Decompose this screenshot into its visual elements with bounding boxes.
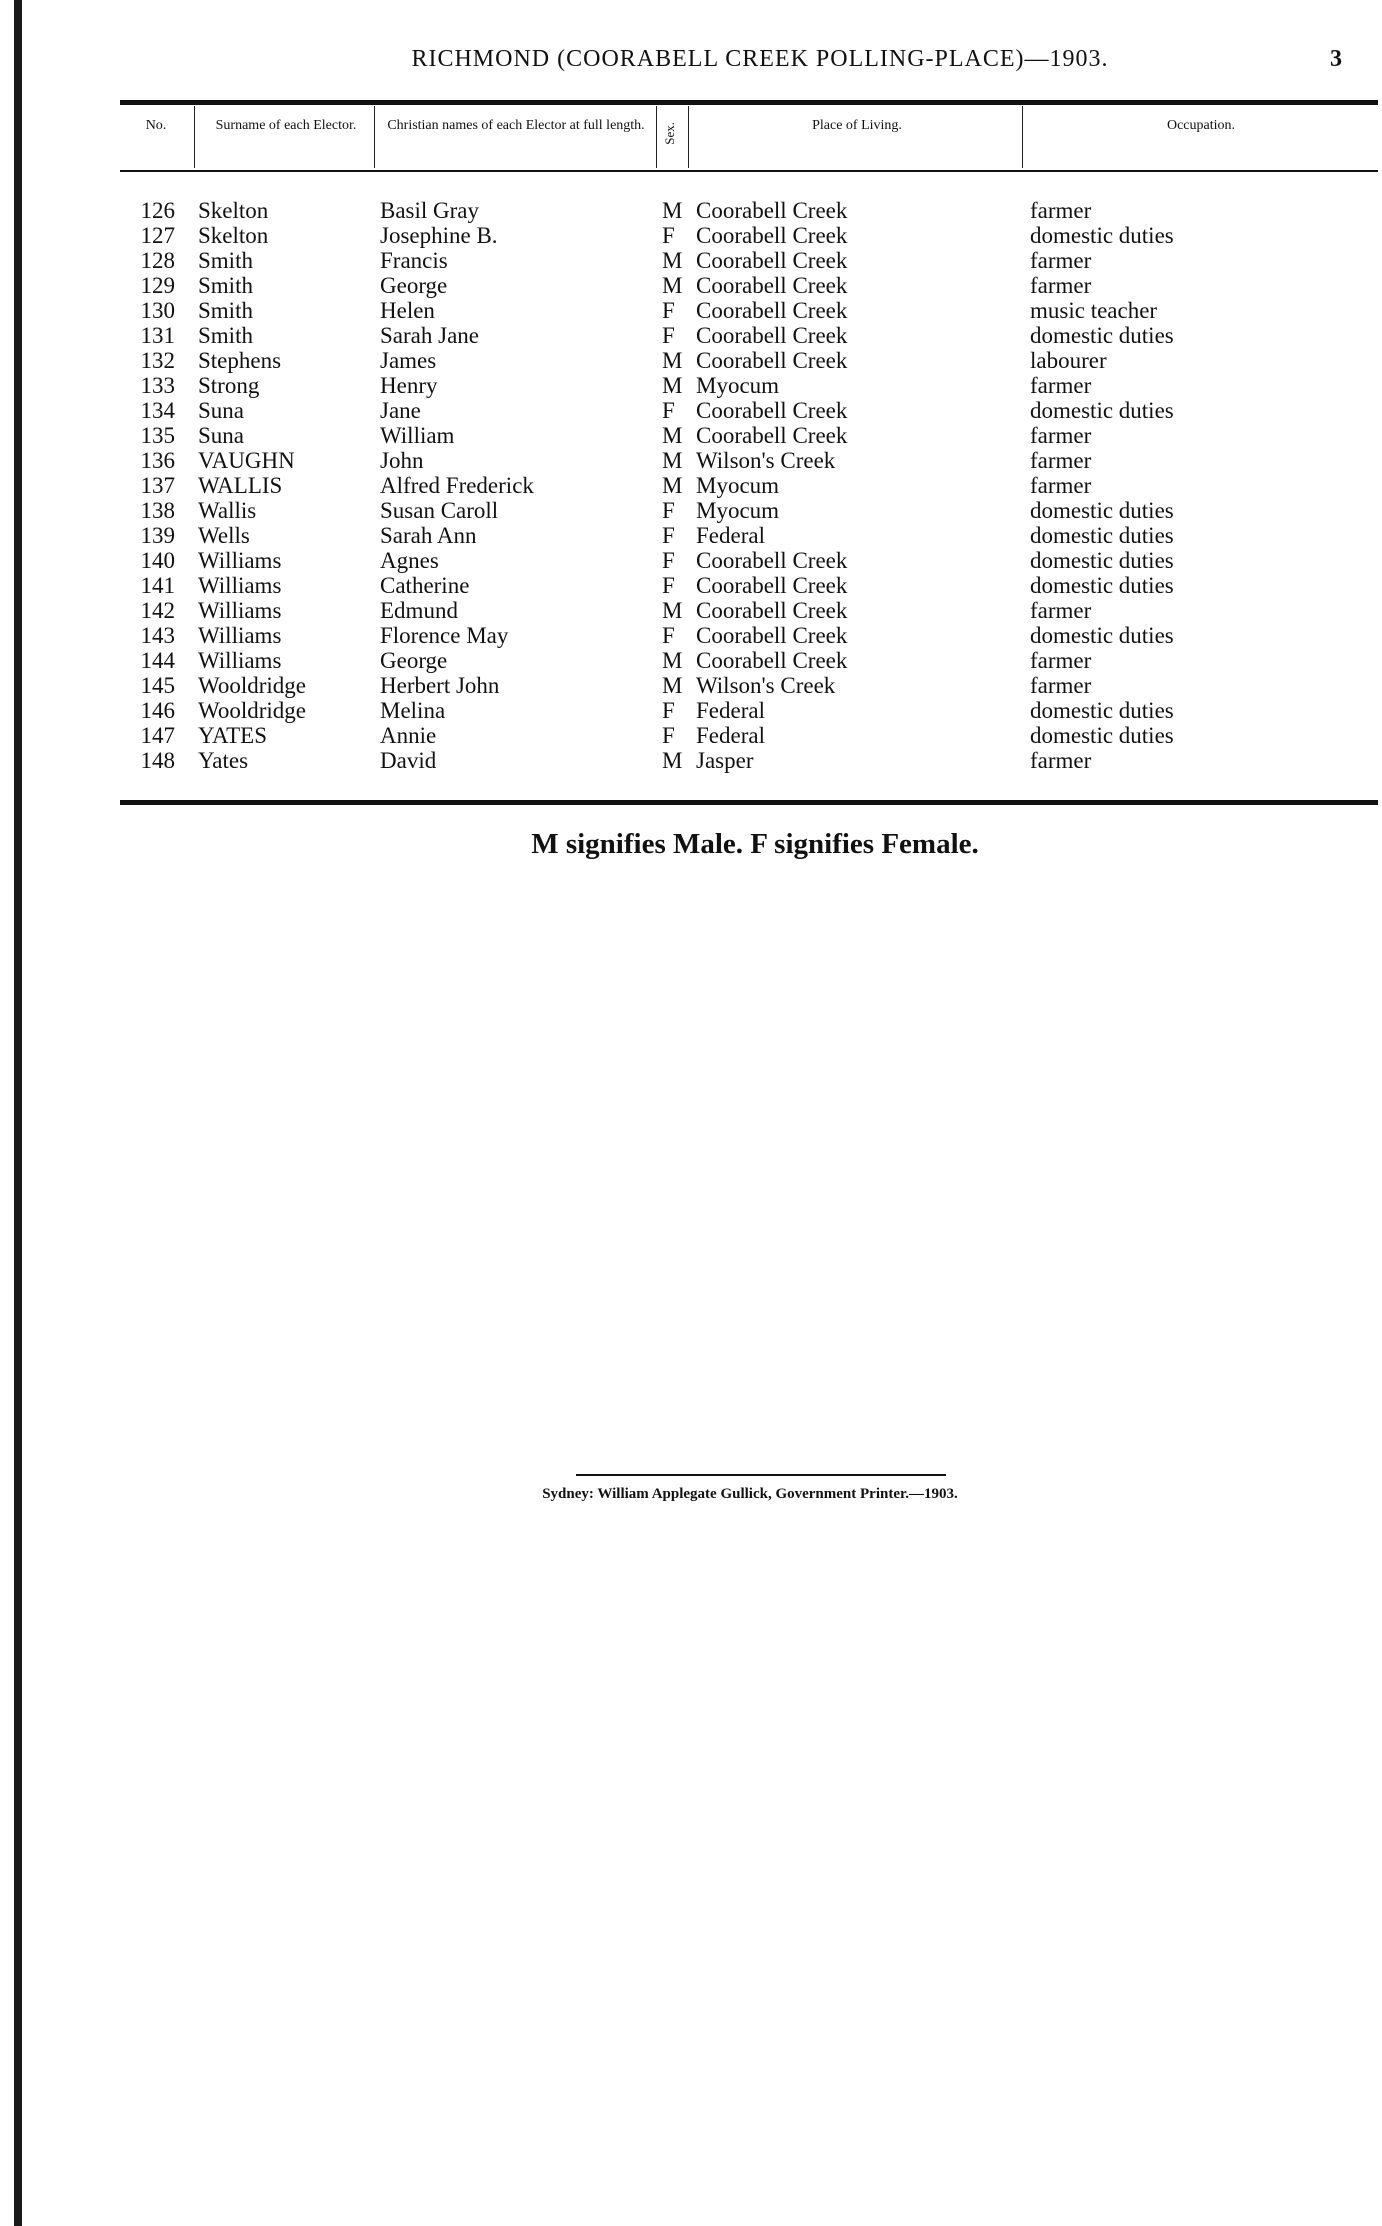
table-row — [0, 673, 1382, 698]
elector-christian-names: Melina — [380, 698, 446, 723]
elector-surname: Williams — [198, 648, 282, 673]
elector-occupation: domestic duties — [1030, 523, 1174, 548]
table-row — [0, 548, 1382, 573]
elector-surname: Strong — [198, 373, 260, 398]
elector-occupation: domestic duties — [1030, 573, 1174, 598]
elector-christian-names: Agnes — [380, 548, 439, 573]
table-row — [0, 698, 1382, 723]
elector-number: 146 — [140, 698, 175, 723]
table-bottom-rule — [120, 800, 1378, 805]
elector-occupation: farmer — [1030, 648, 1092, 673]
col-head-no: No. — [145, 118, 167, 133]
elector-occupation: farmer — [1030, 448, 1092, 473]
elector-surname: Suna — [198, 398, 244, 423]
elector-christian-names: Herbert John — [380, 673, 500, 698]
table-row — [0, 623, 1382, 648]
elector-sex: F — [662, 723, 675, 748]
elector-place: Coorabell Creek — [696, 398, 848, 423]
table-top-rule — [120, 100, 1378, 105]
elector-number: 127 — [140, 223, 175, 248]
elector-surname: WALLIS — [198, 473, 283, 498]
elector-sex: M — [662, 373, 683, 398]
elector-christian-names: John — [380, 448, 424, 473]
elector-christian-names: Edmund — [380, 598, 458, 623]
elector-place: Coorabell Creek — [696, 348, 848, 373]
col-head-christian: Christian names of each Elector at full length. — [387, 118, 645, 133]
col-head-sex: Sex. — [662, 122, 677, 145]
elector-christian-names: Catherine — [380, 573, 470, 598]
elector-place: Coorabell Creek — [696, 198, 848, 223]
elector-sex: M — [662, 448, 683, 473]
elector-number: 142 — [140, 598, 175, 623]
elector-surname: Suna — [198, 423, 244, 448]
table-row — [0, 248, 1382, 273]
elector-surname: Yates — [198, 748, 249, 773]
elector-number: 134 — [140, 398, 175, 423]
table-row — [0, 498, 1382, 523]
elector-sex: F — [662, 223, 675, 248]
elector-surname: Williams — [198, 623, 282, 648]
elector-sex: M — [662, 248, 683, 273]
elector-sex: F — [662, 398, 675, 423]
elector-number: 138 — [140, 498, 175, 523]
elector-number: 140 — [140, 548, 175, 573]
elector-christian-names: George — [380, 648, 448, 673]
table-row — [0, 723, 1382, 748]
elector-number: 130 — [140, 298, 175, 323]
table-row — [0, 648, 1382, 673]
col-divider — [374, 106, 375, 168]
elector-christian-names: Basil Gray — [380, 198, 480, 223]
elector-number: 136 — [140, 448, 175, 473]
elector-surname: Smith — [198, 248, 253, 273]
table-row — [0, 573, 1382, 598]
elector-occupation: farmer — [1030, 598, 1092, 623]
elector-surname: Williams — [198, 573, 282, 598]
elector-number: 137 — [140, 473, 175, 498]
elector-number: 135 — [140, 423, 175, 448]
elector-sex: F — [662, 698, 675, 723]
elector-occupation: domestic duties — [1030, 548, 1174, 573]
elector-surname: Smith — [198, 273, 253, 298]
elector-sex: F — [662, 623, 675, 648]
elector-christian-names: Sarah Ann — [380, 523, 477, 548]
elector-occupation: farmer — [1030, 673, 1092, 698]
elector-occupation: farmer — [1030, 198, 1092, 223]
elector-occupation: farmer — [1030, 748, 1092, 773]
table-row — [0, 223, 1382, 248]
col-divider — [688, 106, 689, 168]
elector-number: 129 — [140, 273, 175, 298]
elector-place: Myocum — [696, 498, 780, 523]
elector-occupation: domestic duties — [1030, 223, 1174, 248]
col-head-occupation: Occupation. — [1166, 118, 1236, 133]
elector-surname: Skelton — [198, 198, 269, 223]
elector-place: Wilson's Creek — [696, 448, 836, 473]
table-row — [0, 298, 1382, 323]
elector-place: Wilson's Creek — [696, 673, 836, 698]
col-head-surname: Surname of each Elector. — [215, 118, 357, 133]
table-row — [0, 323, 1382, 348]
elector-place: Coorabell Creek — [696, 273, 848, 298]
elector-sex: M — [662, 423, 683, 448]
elector-occupation: farmer — [1030, 248, 1092, 273]
elector-surname: YATES — [198, 723, 268, 748]
elector-christian-names: Annie — [380, 723, 437, 748]
header-bottom-rule — [120, 170, 1378, 172]
elector-occupation: labourer — [1030, 348, 1107, 373]
elector-surname: VAUGHN — [198, 448, 295, 473]
elector-place: Federal — [696, 723, 765, 748]
elector-surname: Smith — [198, 298, 253, 323]
elector-number: 131 — [140, 323, 175, 348]
elector-place: Coorabell Creek — [696, 323, 848, 348]
elector-number: 128 — [140, 248, 175, 273]
table-row — [0, 198, 1382, 223]
col-head-place: Place of Living. — [812, 118, 902, 133]
elector-christian-names: James — [380, 348, 437, 373]
elector-sex: F — [662, 498, 675, 523]
elector-number: 139 — [140, 523, 175, 548]
elector-occupation: farmer — [1030, 273, 1092, 298]
table-row — [0, 373, 1382, 398]
elector-number: 132 — [140, 348, 175, 373]
elector-christian-names: Josephine B. — [380, 223, 498, 248]
elector-number: 148 — [140, 748, 175, 773]
elector-place: Coorabell Creek — [696, 623, 848, 648]
elector-occupation: domestic duties — [1030, 723, 1174, 748]
elector-number: 144 — [140, 648, 175, 673]
elector-occupation: farmer — [1030, 473, 1092, 498]
elector-christian-names: Francis — [380, 248, 448, 273]
table-row — [0, 348, 1382, 373]
elector-occupation: music teacher — [1030, 298, 1158, 323]
elector-christian-names: Alfred Frederick — [380, 473, 534, 498]
page-title: RICHMOND (COORABELL CREEK POLLING-PLACE)—1903. — [411, 46, 1109, 72]
elector-christian-names: William — [380, 423, 455, 448]
elector-place: Coorabell Creek — [696, 423, 848, 448]
elector-occupation: domestic duties — [1030, 323, 1174, 348]
elector-surname: Wooldridge — [198, 698, 307, 723]
elector-place: Coorabell Creek — [696, 598, 848, 623]
elector-place: Coorabell Creek — [696, 248, 848, 273]
table-row — [0, 598, 1382, 623]
elector-sex: F — [662, 323, 675, 348]
col-divider — [1022, 106, 1023, 168]
elector-number: 145 — [140, 673, 175, 698]
elector-surname: Stephens — [198, 348, 282, 373]
table-row — [0, 273, 1382, 298]
elector-sex: M — [662, 748, 683, 773]
elector-occupation: domestic duties — [1030, 698, 1174, 723]
col-divider — [194, 106, 195, 168]
elector-occupation: domestic duties — [1030, 398, 1174, 423]
elector-place: Coorabell Creek — [696, 223, 848, 248]
elector-surname: Wooldridge — [198, 673, 307, 698]
elector-christian-names: Henry — [380, 373, 438, 398]
elector-place: Myocum — [696, 473, 780, 498]
table-row — [0, 448, 1382, 473]
elector-occupation: domestic duties — [1030, 498, 1174, 523]
elector-place: Myocum — [696, 373, 780, 398]
col-divider — [656, 106, 657, 168]
elector-christian-names: Florence May — [380, 623, 509, 648]
elector-sex: M — [662, 198, 683, 223]
table-row — [0, 423, 1382, 448]
elector-place: Coorabell Creek — [696, 573, 848, 598]
elector-number: 147 — [140, 723, 175, 748]
elector-sex: F — [662, 523, 675, 548]
elector-sex: M — [662, 673, 683, 698]
elector-place: Federal — [696, 523, 765, 548]
elector-christian-names: Susan Caroll — [380, 498, 499, 523]
elector-surname: Williams — [198, 598, 282, 623]
elector-sex: M — [662, 473, 683, 498]
elector-christian-names: Jane — [380, 398, 421, 423]
elector-place: Federal — [696, 698, 765, 723]
elector-christian-names: Sarah Jane — [380, 323, 479, 348]
elector-sex: M — [662, 598, 683, 623]
table-row — [0, 523, 1382, 548]
elector-occupation: farmer — [1030, 373, 1092, 398]
elector-sex: M — [662, 273, 683, 298]
elector-sex: F — [662, 298, 675, 323]
elector-place: Jasper — [696, 748, 754, 773]
elector-sex: M — [662, 348, 683, 373]
elector-surname: Wallis — [198, 498, 257, 523]
elector-occupation: farmer — [1030, 423, 1092, 448]
sex-legend: M signifies Male. F signifies Female. — [531, 828, 979, 860]
elector-number: 126 — [140, 198, 175, 223]
elector-number: 143 — [140, 623, 175, 648]
elector-surname: Williams — [198, 548, 282, 573]
elector-number: 133 — [140, 373, 175, 398]
elector-christian-names: George — [380, 273, 448, 298]
elector-occupation: domestic duties — [1030, 623, 1174, 648]
elector-christian-names: Helen — [380, 298, 435, 323]
footer-rule — [576, 1474, 946, 1476]
elector-sex: M — [662, 648, 683, 673]
elector-place: Coorabell Creek — [696, 648, 848, 673]
elector-surname: Skelton — [198, 223, 269, 248]
elector-christian-names: David — [380, 748, 437, 773]
elector-place: Coorabell Creek — [696, 548, 848, 573]
table-row — [0, 473, 1382, 498]
printer-imprint: Sydney: William Applegate Gullick, Government Printer.—1903. — [542, 1486, 958, 1502]
elector-sex: F — [662, 548, 675, 573]
elector-surname: Smith — [198, 323, 253, 348]
table-row — [0, 748, 1382, 773]
page-number: 3 — [1330, 46, 1342, 72]
table-row — [0, 398, 1382, 423]
elector-sex: F — [662, 573, 675, 598]
elector-number: 141 — [140, 573, 175, 598]
elector-surname: Wells — [198, 523, 250, 548]
elector-place: Coorabell Creek — [696, 298, 848, 323]
